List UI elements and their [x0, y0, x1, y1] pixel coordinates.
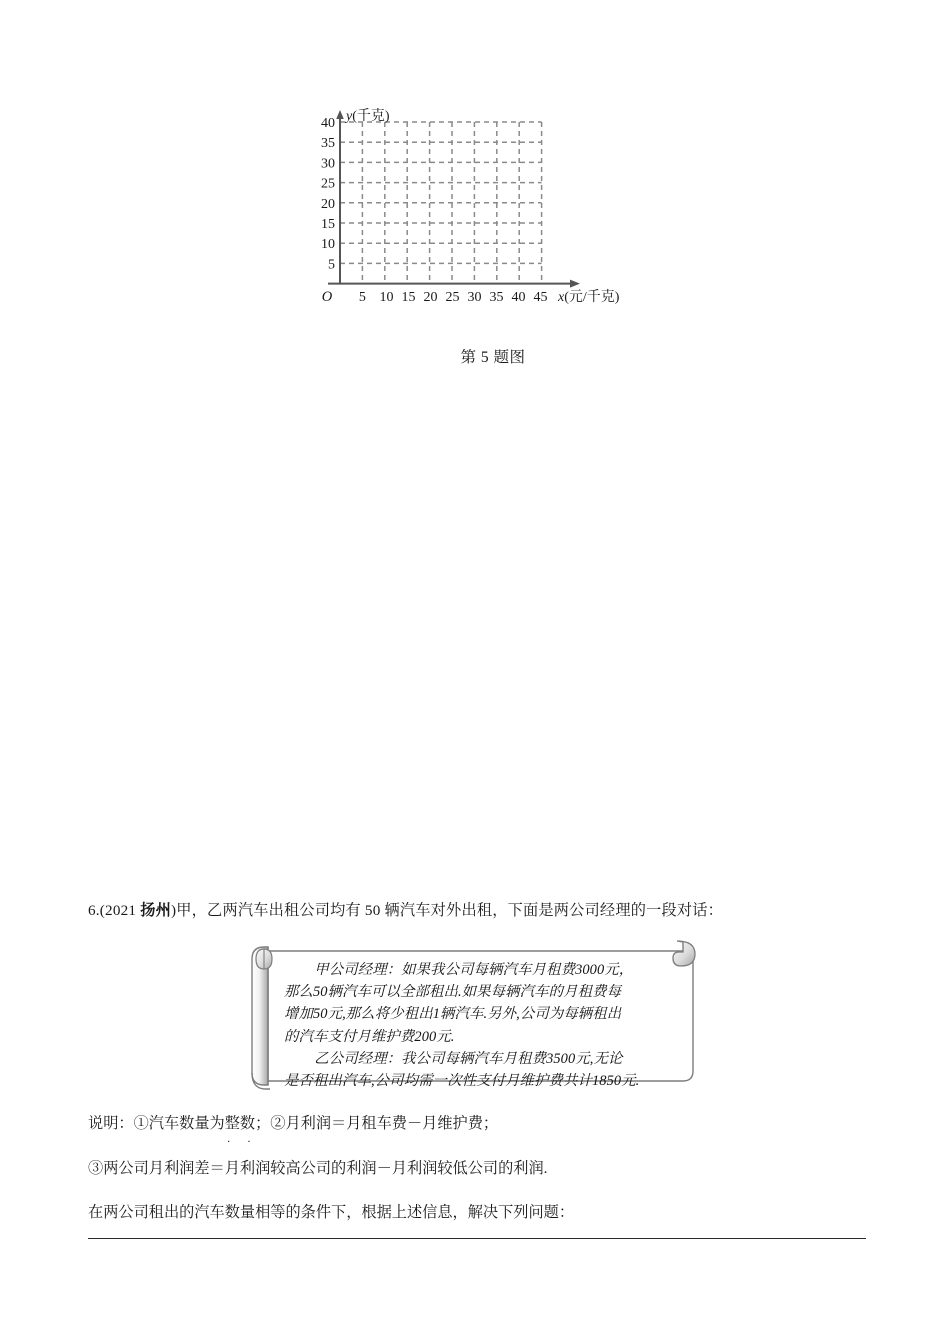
- note-1-suffix: ；②月利润＝月租车费－月维护费；: [255, 1114, 499, 1132]
- axis-lines: [328, 116, 572, 284]
- svg-text:40: 40: [321, 116, 335, 131]
- svg-text:20: 20: [321, 196, 335, 212]
- problem-source-open: (2021: [99, 902, 141, 919]
- x-axis-title: x(元/千克): [558, 290, 620, 305]
- dialogue-line-4: 的汽车支付月维护费200元.: [284, 1028, 455, 1045]
- svg-text:15: 15: [321, 217, 335, 232]
- figure-caption: 第 5 题图: [460, 349, 526, 366]
- svg-text:20: 20: [423, 290, 438, 305]
- problem-6: [88, 900, 866, 1225]
- note-line-1: [88, 1113, 866, 1136]
- dialogue-line-2: 那么50辆汽车可以全部租出.如果每辆汽车的月租费每: [284, 984, 622, 1001]
- svg-text:10: 10: [321, 237, 335, 253]
- svg-text:15: 15: [401, 290, 416, 305]
- note-line-2: ③两公司月利润差＝月利润较高公司的利润－月利润较低公司的利润.: [88, 1159, 548, 1177]
- svg-text:5: 5: [328, 257, 335, 273]
- page-bottom-rule: [88, 1238, 866, 1239]
- note-1-emphasis: 整数 · ·: [225, 1113, 255, 1136]
- y-tick-labels: [321, 116, 335, 272]
- problem-stem-text: 甲，乙两汽车出租公司均有 50 辆汽车对外出租，下面是两公司经理的一段对话：: [176, 902, 724, 919]
- svg-text:10: 10: [379, 290, 394, 305]
- svg-text:40: 40: [511, 290, 526, 305]
- problem-stem: [88, 900, 866, 923]
- note-1-prefix: 说明：①汽车数量为: [88, 1114, 225, 1132]
- svg-text:25: 25: [445, 290, 460, 305]
- dialogue-line-5: 乙公司经理：我公司每辆汽车月租费3500元,无论: [314, 1051, 623, 1068]
- svg-text:25: 25: [321, 176, 335, 192]
- svg-text:35: 35: [489, 290, 504, 305]
- note-line-3: 在两公司租出的汽车数量相等的条件下，根据上述信息，解决下列问题：: [88, 1204, 574, 1222]
- x-axis-arrow: [570, 280, 580, 288]
- y-axis-title: y(千克): [346, 109, 390, 124]
- dialogue-line-1: 甲公司经理：如果我公司每辆汽车月租费3000元，: [314, 961, 634, 978]
- svg-text:30: 30: [321, 156, 335, 172]
- dialogue-scroll: [240, 939, 710, 1091]
- x-tick-labels: [359, 290, 548, 305]
- origin-label: O: [321, 289, 333, 305]
- dialogue-line-3: 增加50元,那么将少租出1辆汽车.另外,公司为每辆租出: [284, 1006, 622, 1023]
- svg-text:30: 30: [467, 290, 482, 305]
- problem-notes: [88, 1113, 866, 1225]
- grid-lines: [340, 122, 542, 284]
- svg-text:45: 45: [533, 290, 548, 305]
- svg-text:5: 5: [358, 290, 366, 305]
- svg-text:35: 35: [321, 136, 335, 152]
- figure-block: [0, 0, 950, 390]
- dialogue-line-6: 是否租出汽车,公司均需一次性支付月维护费共计1850元.: [284, 1073, 640, 1090]
- problem-number: 6.: [88, 902, 100, 919]
- y-axis-arrow: [336, 110, 344, 119]
- coordinate-grid-chart: [310, 108, 640, 338]
- dialogue-text: [284, 959, 696, 1093]
- problem-source-close: ): [171, 902, 177, 919]
- problem-source-place: 扬州: [140, 902, 172, 919]
